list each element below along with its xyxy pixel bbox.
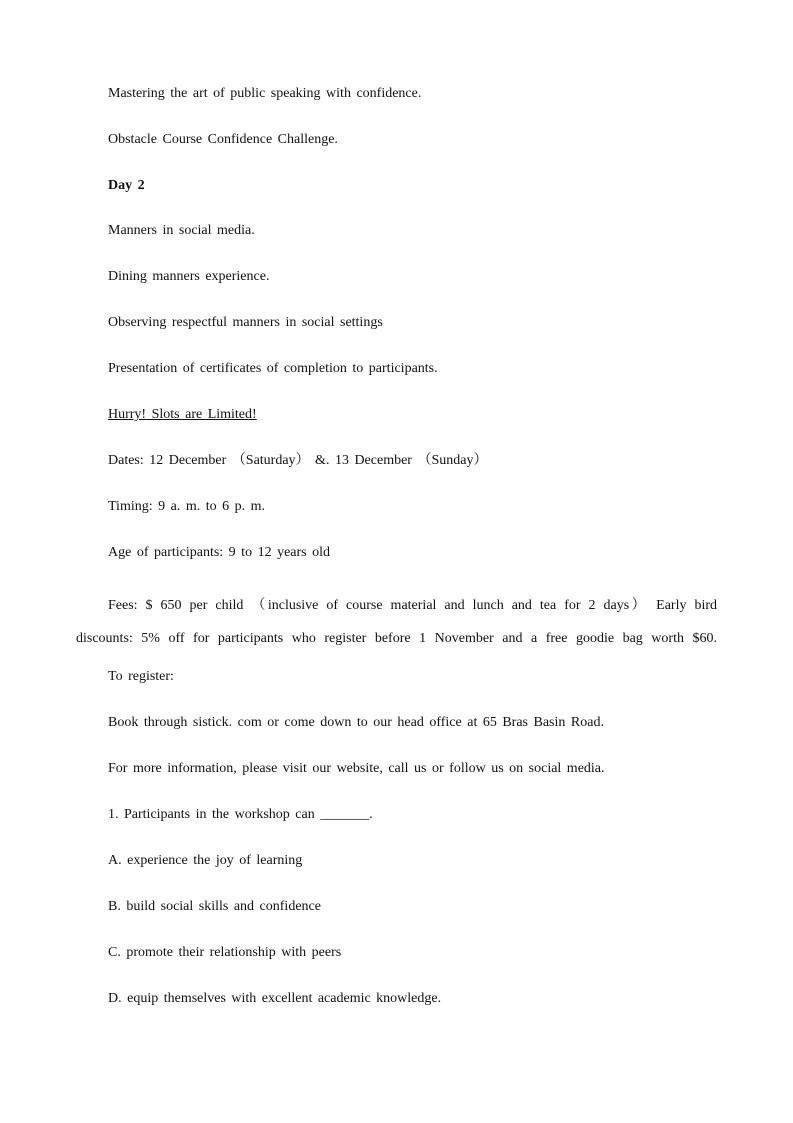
age-text: Age of participants: 9 to 12 years old — [108, 545, 331, 560]
dates-text: Dates: 12 December （Saturday） &. 13 December （Sunday） — [108, 453, 488, 468]
option-a: A. experience the joy of learning — [108, 853, 303, 868]
day2-item-certificates: Presentation of certificates of completion to participants. — [108, 361, 438, 376]
question-stem: 1. Participants in the workshop can _______. — [108, 807, 373, 822]
day2-heading: Day 2 — [108, 178, 145, 193]
register-info-text: For more information, please visit our website, call us or follow us on social media. — [108, 761, 605, 776]
timing-text: Timing: 9 a. m. to 6 p. m. — [108, 499, 266, 514]
option-d: D. equip themselves with excellent academic knowledge. — [108, 991, 442, 1006]
fees-paragraph: Fees: $ 650 per child （inclusive of course material and lunch and tea for 2 days） Early bird discounts: 5% off for participants who register before 1 November and a free goodie bag worth $60. — [76, 598, 717, 646]
day2-item-respectful-manners: Observing respectful manners in social settings — [108, 315, 383, 330]
option-b: B. build social skills and confidence — [108, 899, 321, 914]
register-book-text: Book through sistick. com or come down to our head office at 65 Bras Basin Road. — [108, 715, 604, 730]
option-c: C. promote their relationship with peers — [108, 945, 342, 960]
day2-item-social-media: Manners in social media. — [108, 223, 255, 238]
promo-text: Hurry! Slots are Limited! — [108, 407, 257, 422]
day1-item-public-speaking: Mastering the art of public speaking with confidence. — [108, 86, 422, 101]
day2-item-dining: Dining manners experience. — [108, 269, 270, 284]
register-label: To register: — [108, 669, 174, 684]
day1-item-obstacle-course: Obstacle Course Confidence Challenge. — [108, 132, 338, 147]
